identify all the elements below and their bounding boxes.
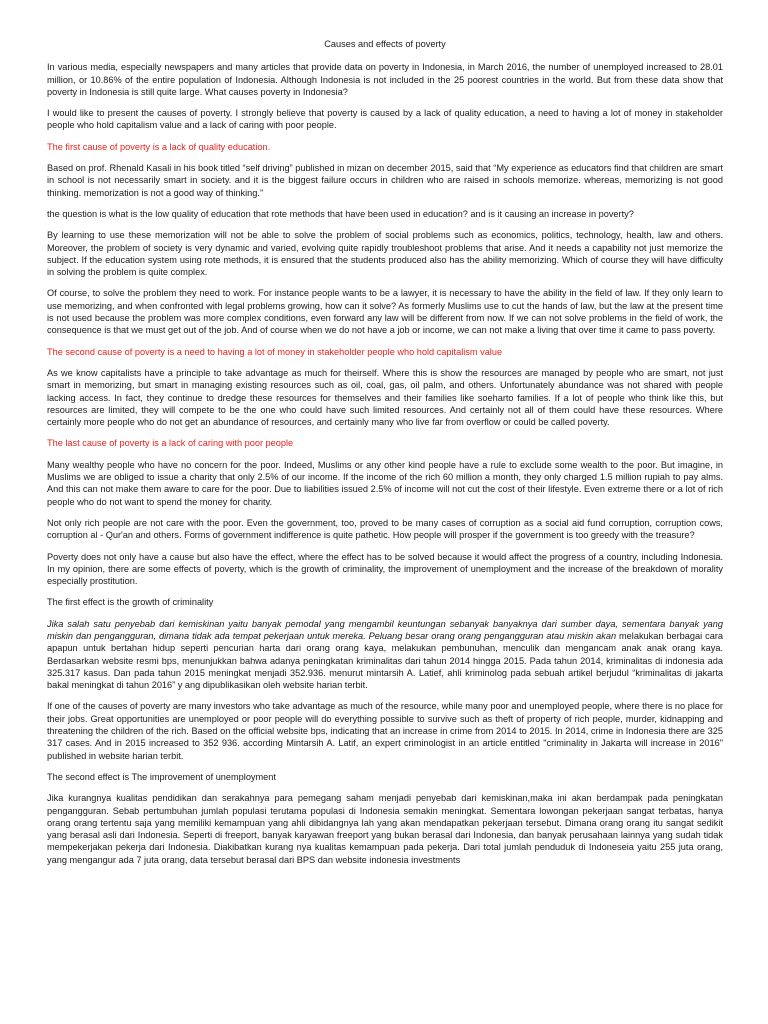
intro-paragraph: In various media, especially newspapers and many articles that provide data on poverty in Indonesia, in March 2016, the number of unemployed increased to 28.01 million, or 10.86% of the entire population of Indonesia. Although Indonesia is not included in the 25 poorest countries in the world. But from these data show that poverty in Indonesia is still quite large. What causes poverty in Indonesia?: [47, 62, 723, 97]
unemployment-paragraph: Jika kurangnya kualitas pendidikan dan serakahnya para pemegang saham menjadi penyebab dari kemiskinan,maka ini akan berdampak pada peningkatan pengangguran. Sebab pertumbuhan jumlah populasi terutama populasi di Indonesia semakin meningkat. Sementara lowongan pekerjaan sangat terbatas, hanya orang orang tertentu saja yang memiliki kemampuan yang ahli dibidangnya lah yang akan mendapatkan pekerjaan tersebut. Dimana orang orang itu sangat sedikit yang berasal asli dari Indonesia. Seperti di freeport, banyak karyawan freeport yang bukan berasal dari Indonesia, dan banyak perusahaan lainnya yang sudah tidak mempekerjakan pekerja dari Indonesia. Diakibatkan kurang nya kualitas kemampuan pada pekerja. Dari total jumlah penduduk di Indoneseia yaitu 255 juta orang, yang mengangur ada 7 juta orang, data tersebut berasal dari BPS dan website indonesia investments: [47, 793, 723, 865]
second-effect-heading: The second effect is The improvement of unemployment: [47, 771, 276, 782]
capitalists-paragraph: As we know capitalists have a principle to take advantage as much for theirself. Where this is show the resources are managed by people who are smart, not just smart in memorizing, but smart in managing existing resources such as oil, coal, gas, oil palm, and others. Unfortunately abundance was not shared with people lacking access. In fact, they continue to dredge these resources for themselves and their families like soeharto families. If a lot of people who think like this, but resources are limited, they will compete to be the one who could have such limited resources. And certainly not all of them could have these resources. Where certainly more people who do not get an abundance of resources, and certainly many who live far from overflow or could be called poverty.: [47, 367, 723, 428]
last-cause-heading: The last cause of poverty is a lack of caring with poor people: [47, 438, 294, 449]
wealthy-people-paragraph: Many wealthy people who have no concern for the poor. Indeed, Muslims or any other kind people have a rule to exclude some wealth to the poor. But imagine, in Muslims we are obliged to issue a charity that only 2.5% of our income. If the income of the rich 60 million a month, they only charged 1.5 million rupiah to pay alms. And this can not make them aware to care for the poor. Due to liabilities issued 2.5% of income will not cut the cost of their lifestyle. Even extreme there or a lot of rich people who do not want to spend the money for charity.: [47, 459, 723, 507]
first-effect-heading: The first effect is the growth of criminality: [47, 597, 214, 608]
criminality-indonesian-paragraph: [47, 618, 723, 692]
memorization-paragraph: By learning to use these memorization will not be able to solve the problem of social problems such as economics, politics, technology, health, law and others. Moreover, the problem of society is very dynamic and varied, evolving quite rapidly troubleshoot problems that arise. And it needs a capability not just memorize the subject. If the education system using rote methods, it is ensured that the students produced also has the ability memorizing. Which of course they will have difficulty in solving the problem is quite complex.: [47, 230, 723, 278]
criminality-english-paragraph: If one of the causes of poverty are many investors who take advantage as much of the resource, while many poor and unemployed people, where there is no place for their jobs. Great opportunities are unemployed or poor people will do everything possible to survive such as theft of property of rich people, murder, kidnapping and threatening the children of the rich. Based on the official website bps, indicating that an increase in crime from 2014 to 2015. In 2014, crime in Indonesia there are 325 317 cases. And in 2015 increased to 352 936. according Mintarsih A. Latif, an expert criminologist in an article entitled "criminality in Jakarta will increase in 2016" published in website harian terbit.: [47, 701, 723, 761]
government-paragraph: Not only rich people are not care with the poor. Even the government, too, proved to be many cases of corruption as a social aid fund corruption, corruption cows, corruption al - Qur'an and others. Forms of government indifference is quite pathetic. How people will prosper if the government is too greedy with the treasure?: [47, 517, 723, 541]
second-cause-heading: The second cause of poverty is a need to having a lot of money in stakeholder people who hold capitalism value: [47, 346, 503, 357]
question-paragraph: the question is what is the low quality of education that rote methods that have been used in education? and is it causing an increase in poverty?: [47, 208, 634, 219]
work-problem-paragraph: Of course, to solve the problem they need to work. For instance people wants to be a lawyer, it is necessary to have the ability in the field of law. If they only learn to use memorizing, and when confronted with legal problems growing, how can it solve? As formerly Muslims use to cut the hands of law, but the law at the present time is not used because the problem was more complex conditions, even forward any law will be different from now. If we can not solve problems in the field of work, the consequence is that we must get out of the job. And of course when we do not have a job or income, we can not make a living that over time it came to pass poverty.: [47, 288, 723, 336]
kasali-quote-paragraph: Based on prof. Rhenald Kasali in his book titled “self driving” published in mizan on december 2015, said that “My experience as educators find that children are smart in school is not necessarily smart in society. and it is the biggest failure occurs in children who are raised in schools memorize. whereas, memorizing is not good thinking. memorization is not a good way of thinking.”: [47, 163, 723, 198]
effects-intro-paragraph: Poverty does not only have a cause but also have the effect, where the effect has to be solved because it would affect the progress of a country, including Indonesia. In my opinion, there are some effects of poverty, which is the growth of criminality, the improvement of unemployment and the increase of the breakdown of morality especially prostitution.: [47, 551, 723, 587]
criminality-italic-text: Jika salah satu penyebab dari kemiskinan yaitu banyak pemodal yang mengambil keuntungan sebanyak banyaknya dari sumber daya, sementara banyak yang miskin dan pengangguran, dimana tidak ada tempat pekerjaan untuk mereka. Peluang besar orang orang pengangguran atau miskin akan: [47, 618, 723, 641]
criminality-regular-text: melakukan berbagai cara apapun untuk bertahan hidup seperti pencurian harta dari orang orang kaya, melakukan pembunuhan, menculik dan mengancam anak anak orang kaya. Berdasarkan website resmi bps, menunjukkan bahwa adanya peningkatan kriminalitas dari tahun 2014 hingga 2015. Pada tahun 2014, kriminalitas di indonesia ada 325.317 kasus. Dan pada tahun 2015 meningkat menjadi 352.936. menurut mintarsih A. Latief, ahli kriminolog pada sebuah artikel berjudul “kriminalitas di jakarta bakal meningkat di tahun 2016” y ang dipublikasikan oleh website harian terbit.: [47, 630, 723, 691]
first-cause-heading: The first cause of poverty is a lack of quality education.: [47, 141, 271, 152]
document-title: Causes and effects of poverty: [324, 39, 446, 49]
thesis-paragraph: I would like to present the causes of poverty. I strongly believe that poverty is caused by a lack of quality education, a need to having a lot of money in stakeholder people who hold capitalism value and a lack of caring with poor people.: [47, 108, 723, 131]
document-page: [47, 38, 723, 875]
